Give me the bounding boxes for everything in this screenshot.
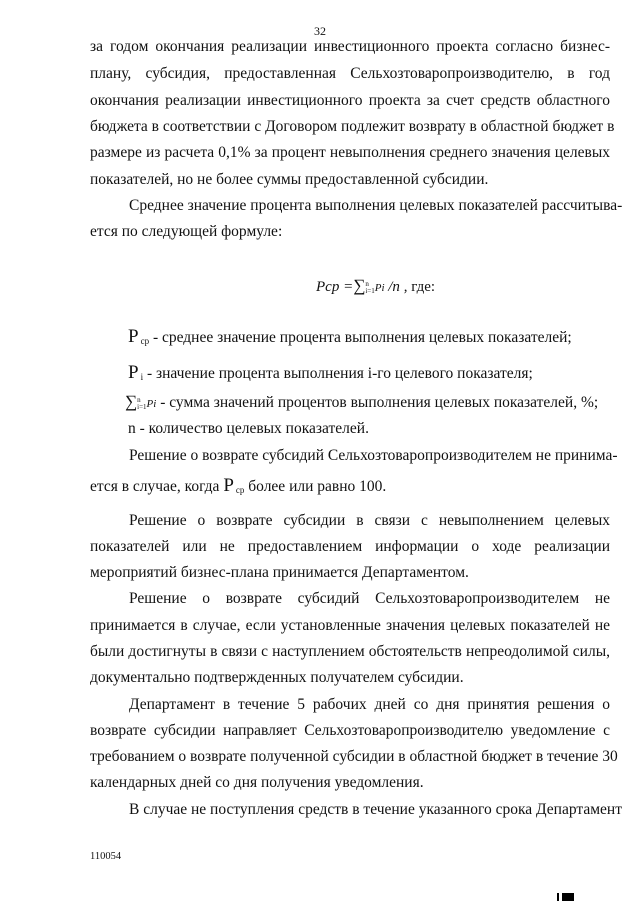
sum-limits [137,397,146,411]
text-fragment: ется в случае, когда [90,478,224,495]
sum-lower: i=1 [137,403,147,411]
sum-symbol: ∑ [353,276,366,295]
sum-limits [365,281,374,295]
symbol-p: P [128,362,139,383]
sum-lower: i=1 [365,287,375,295]
text-line: Решение о возврате субсидий Сельхозтоваропроизводителем не [129,590,610,607]
text-line: В случае не поступления средств в течение указанного срока Департамент [129,801,622,818]
formula-term: Pi [374,282,385,294]
text-fragment: более или равно 100. [244,478,387,495]
text-line: показателей, но не более суммы предоставленной субсидии. [90,171,489,188]
formula-div: /n [384,279,400,295]
text-line: бюджета в соответствии с Договором подлежит возврату в областной бюджет в [90,118,615,135]
text-line: возврате субсидии направляет Сельхозтоваропроизводителю уведомление с [90,722,610,739]
definition-text: - значение процента выполнения i-го целевого показателя; [143,365,533,382]
text-line: мероприятий бизнес-плана принимается Департаментом. [90,564,469,581]
text-line: ется по следующей формуле: [90,223,283,240]
text-line: плану, субсидия, предоставленная Сельхозтоваропроизводителю, в год [90,65,610,82]
sum-symbol: ∑ [125,392,138,411]
formula [316,276,435,296]
text-line: календарных дней со дня получения уведомления. [90,774,424,791]
formula-suffix: , где: [399,279,436,295]
text-line: были достигнуты в связи с наступлением обстоятельств непреодолимой силы, [90,643,610,660]
definition-text: - сумма значений процентов выполнения целевых показателей, %; [156,394,599,411]
text-line: требованием о возврате полученной субсидии в областной бюджет в течение 30 [90,748,618,765]
sum-term: Pi [146,398,157,410]
text-line: принимается в случае, если установленные значения целевых показателей не [90,617,610,634]
text-line: Решение о возврате субсидий Сельхозтоваропроизводителем не принима- [129,447,618,464]
sum-upper: n [137,396,141,404]
definition-pcp [128,327,640,351]
text-line: показателей или не предоставлением информации о ходе реализации [90,538,610,555]
text-line: Решение о возврате субсидии в связи с невыполнением целевых [129,512,610,529]
definition-text: - среднее значение процента выполнения целевых показателей; [149,329,572,346]
definition-n: n - количество целевых показателей. [128,420,369,437]
symbol-p: P [223,475,234,496]
text-line: за годом окончания реализации инвестиционного проекта согласно бизнес- [90,38,610,55]
subscript: ср [235,485,245,495]
definition-pi [128,363,640,387]
text-line: окончания реализации инвестиционного проекта за счет средств областного [90,92,610,109]
text-line [90,476,610,500]
text-line: Департамент в течение 5 рабочих дней со дня принятия решения о [129,696,610,713]
formula-lhs: Pcp = [316,279,354,295]
symbol-p: P [128,326,139,347]
text-line: размере из расчета 0,1% за процент невыполнения среднего значения целевых [90,144,610,161]
sum-upper: n [365,280,369,288]
page-number: 32 [314,24,326,38]
text-line: документально подтвержденных получателем субсидии. [90,669,464,686]
definition-sum [125,392,640,414]
subscript: i [140,372,144,382]
text-line: Среднее значение процента выполнения целевых показателей рассчитыва- [129,197,623,214]
subscript: ср [140,336,150,346]
scan-mark [562,893,574,901]
document-code: 110054 [90,851,122,862]
